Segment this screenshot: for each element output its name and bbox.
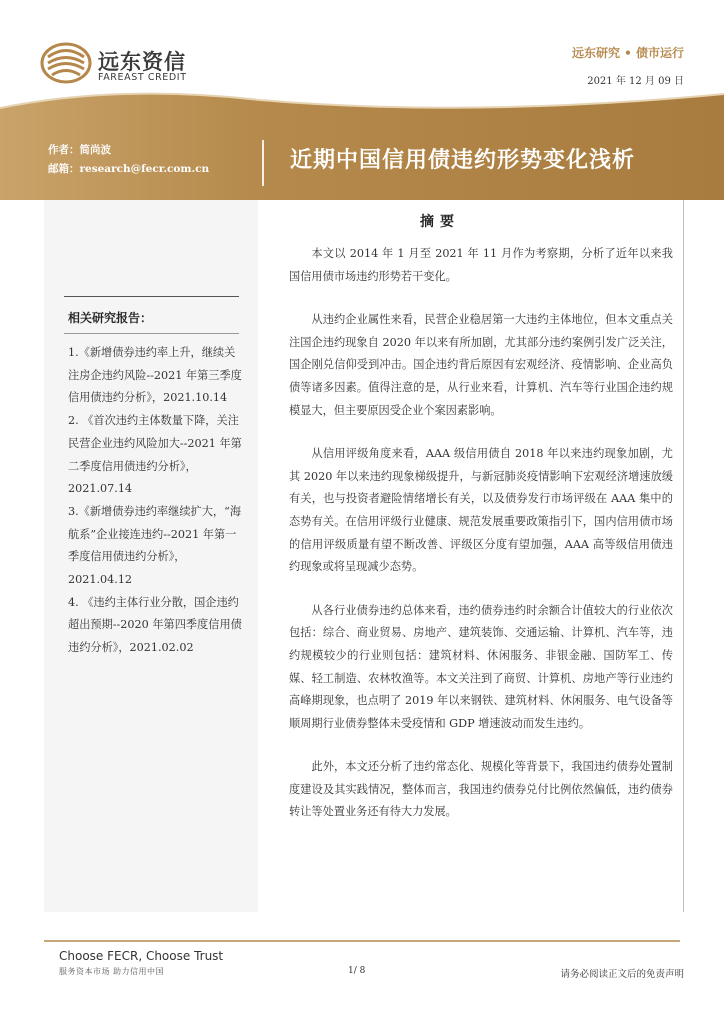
report-title: 近期中国信用债违约形势变化浅析 [290,147,636,173]
fareast-credit-logo-icon [40,42,92,84]
related-report-item[interactable]: 1.《新增债券违约率上升，继续关注房企违约风险--2021 年第三季度信用债违约分析》，2021.10.14 [68,346,242,405]
report-series: 远东研究 • 债市运行 [571,46,684,60]
abstract-paragraph: 从各行业债券违约总体来看，违约债券违约时余额合计值较大的行业依次包括：综合、商业贸易、房地产、建筑装饰、交通运输、计算机、汽车等，违约规模较少的行业则包括：建筑材料、休闲服务、非银金融、国防军工、传媒、轻工制造、农林牧渔等。本文关注到了商贸、计算机、房地产等行业违约高峰期现象，也点明了 2019 年以来钢铁、建筑材料、休闲服务、电气设备等顺周期行业债券整体未受疫情和 GDP 增速波动而发生违约。 [289,603,673,730]
related-reports-list [68,342,246,660]
email-line: 邮箱：research@fecr.com.cn [48,163,210,175]
page-number: 1/ 8 [348,966,366,976]
sidebar-top-rule [64,296,239,297]
footer-rule [44,940,680,942]
author-line: 作者：简尚波 [48,144,111,156]
sidebar-heading-rule [64,333,239,334]
abstract-paragraph: 从违约企业属性来看，民营企业稳居第一大违约主体地位，但本文重点关注国企违约现象自 2020 年以来有所加剧，尤其部分违约案例引发广泛关注，国企刚兑信仰受到冲击。国企违约背后原因有宏观经济、疫情影响、企业高负债等诸多因素。值得注意的是，从行业来看，计算机、汽车等行业国企违约规模显大，但主要原因受企业个案因素影响。 [289,313,673,417]
abstract-paragraph: 此外，本文还分析了违约常态化、规模化等背景下，我国违约债券处置制度建设及其实践情况，整体而言，我国违约债券兑付比例依然偏低，违约债券转让等处置业务还有待大力发展。 [289,760,673,819]
related-report-item[interactable]: 2. 《首次违约主体数量下降，关注民营企业违约风险加大--2021 年第二季度信用债违约分析》，2021.07.14 [68,414,242,496]
brand-name-cn: 远东资信 [98,50,186,74]
footer-slogan-cn: 服务资本市场 助力信用中国 [59,967,165,976]
abstract-paragraph: 本文以 2014 年 1 月至 2021 年 11 月作为考察期，分析了近年以来我国信用债市场违约形势若干变化。 [289,247,673,283]
abstract-heading: 摘要 [420,214,460,230]
footer-slogan-en: Choose FECR, Choose Trust [59,949,224,963]
abstract-body [289,243,673,845]
report-date: 2021 年 12 月 09 日 [587,76,684,87]
related-report-item[interactable]: 4. 《违约主体行业分散，国企违约超出预期--2020 年第四季度信用债违约分析》，2021.02.02 [68,595,242,655]
brand-name-en: FAREAST CREDIT [98,72,187,83]
related-reports-heading: 相关研究报告： [68,311,153,325]
right-border-rule [683,200,684,912]
abstract-paragraph: 从信用评级角度来看，AAA 级信用债自 2018 年以来违约现象加剧，尤其 2020 年以来违约现象梯级提升，与新冠肺炎疫情影响下宏观经济增速放缓有关，也与投资者避险情绪增长有关，以及债券发行市场评级在 AAA 集中的态势有关。在信用评级行业健康、规范发展重要政策指引下，国内信用债市场的信用评级质量有望不断改善、评级区分度有望加强，AAA 高等级信用债违约现象或将呈现减少态势。 [289,447,673,574]
related-report-item[interactable]: 3.《新增债券违约率继续扩大，“海航系”企业接连违约--2021 年第一季度信用债违约分析》，2021.04.12 [68,504,242,587]
disclaimer-note: 请务必阅读正文后的免责声明 [560,969,684,980]
